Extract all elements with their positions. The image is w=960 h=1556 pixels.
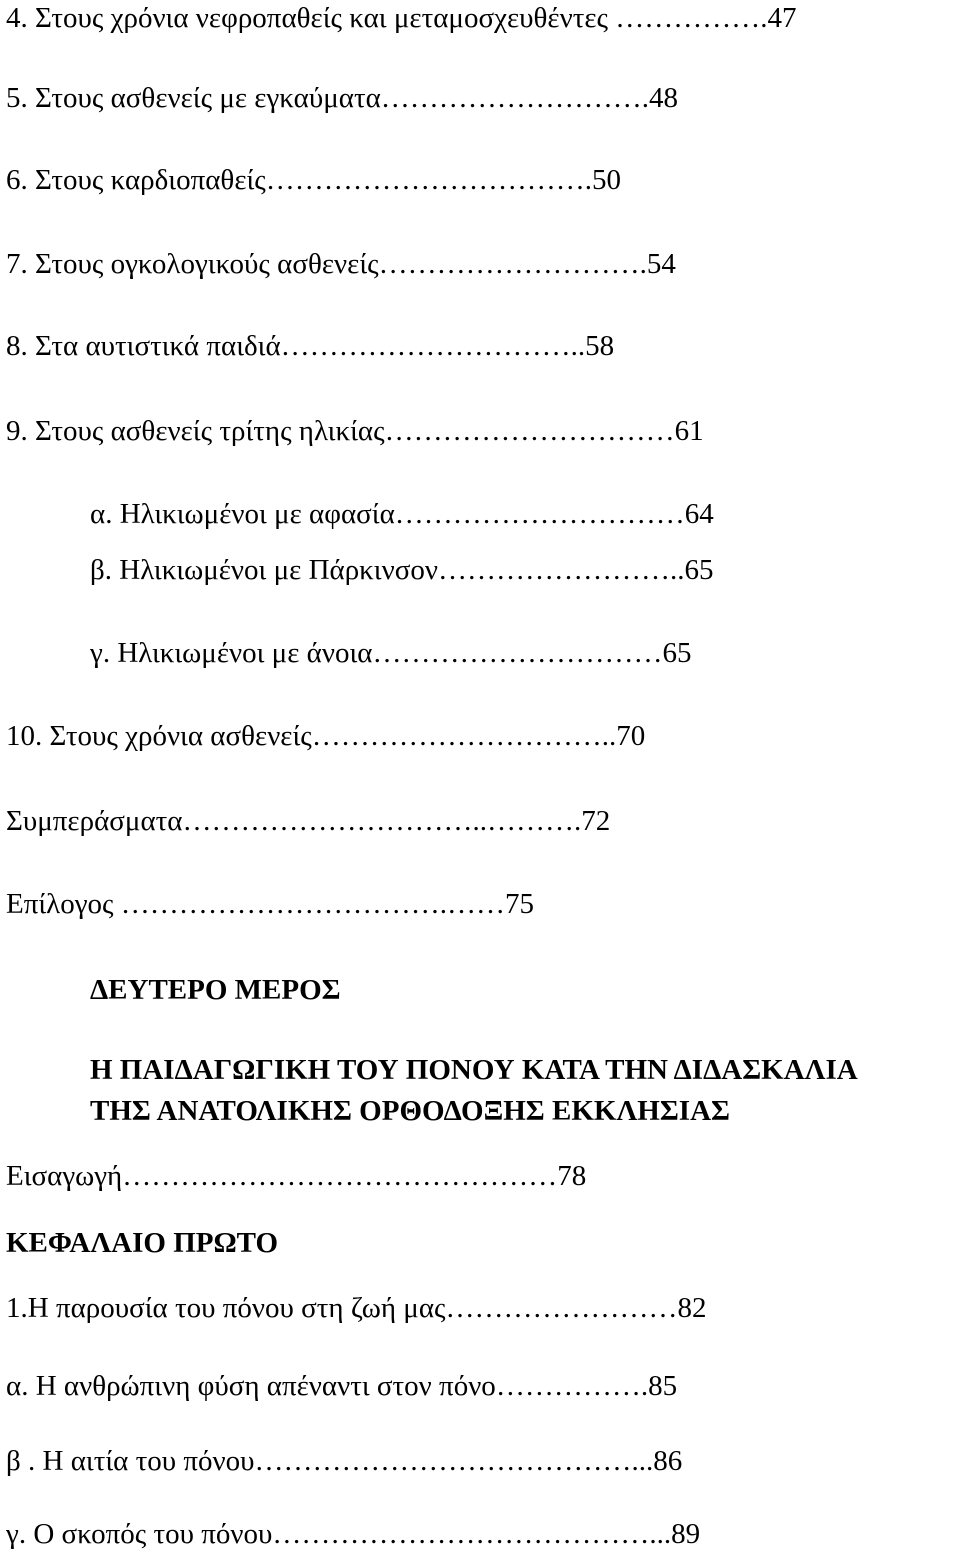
toc-entry-text: 7. Στους ογκολογικούς ασθενείς: [6, 248, 379, 280]
toc-entry: [6, 718, 645, 754]
toc-entry-dots: ……………: [495, 1370, 641, 1402]
toc-entry-page: 65: [662, 637, 692, 669]
part-subtitle-line2: ΤΗΣ ΑΝΑΤΟΛΙΚΗΣ ΟΡΘΟΔΟΞΗΣ ΕΚΚΛΗΣΙΑΣ: [90, 1095, 730, 1127]
toc-entry-page: .54: [639, 248, 676, 280]
toc-entry-dots: ……………………: [437, 554, 670, 586]
toc-entry-page: 78: [557, 1160, 587, 1192]
toc-entry-text: Επίλογος: [6, 888, 114, 920]
toc-entry: [6, 1443, 682, 1479]
toc-entry-text: 10. Στους χρόνια ασθενείς: [6, 720, 312, 752]
toc-entry-dots: ……………………: [445, 1292, 678, 1324]
toc-entry-dots: …………………………………: [272, 1518, 650, 1550]
toc-entry-dots: ………………………: [380, 82, 642, 114]
chapter-title: ΚΕΦΑΛΑΙΟ ΠΡΩΤΟ: [6, 1227, 279, 1259]
part-title: ΔΕΥΤΕΡΟ ΜΕΡΟΣ: [90, 974, 341, 1006]
toc-entry-text: γ. Ηλικιωμένοι με άνοια: [90, 637, 373, 669]
toc-entry-text: α. Ηλικιωμένοι με αφασία: [90, 498, 395, 530]
toc-entry: [6, 803, 610, 839]
toc-entry: [6, 1290, 707, 1326]
toc-entry-dots: ………………………………………: [122, 1160, 558, 1192]
part-subtitle-line1: Η ΠΑΙΔΑΓΩΓΙΚΗ ΤΟΥ ΠΟΝΟΥ ΚΑΤΑ ΤΗΝ ΔΙΔΑΣΚΑΛΙΑ: [90, 1054, 858, 1086]
toc-entry-text: β . Η αιτία του πόνου: [6, 1445, 255, 1477]
toc-entry-dots: …………………………: [280, 330, 571, 362]
toc-entry: [6, 886, 534, 922]
toc-entry-dots: ……………………………: [265, 164, 585, 196]
toc-entry-page: .50: [584, 164, 622, 196]
toc-entry-dots: …………………………………: [254, 1445, 632, 1477]
toc-entry: [6, 1368, 677, 1404]
toc-entry-page: ..65: [669, 554, 714, 586]
toc-entry-page: .47: [760, 2, 797, 34]
toc-entry-text: Συμπεράσματα: [6, 805, 183, 837]
toc-entry-dots: …………………………: [394, 498, 685, 530]
toc-entry-text: α. Η ανθρώπινη φύση απέναντι στον πόνο: [6, 1370, 496, 1402]
toc-entry: [6, 246, 676, 282]
toc-entry-dots: ………………………: [378, 248, 640, 280]
toc-subentry: [90, 552, 713, 588]
toc-entry-page: 64: [684, 498, 714, 530]
toc-entry-page: 82: [677, 1292, 707, 1324]
toc-entry: [6, 0, 797, 36]
toc-entry-intro: [6, 1158, 586, 1194]
toc-entry-page: ...86: [631, 1445, 683, 1477]
toc-entry-page: 61: [674, 415, 704, 447]
toc-entry-page: .48: [641, 82, 679, 114]
toc-entry: [6, 162, 621, 198]
toc-entry-text: γ. Ο σκοπός του πόνου: [6, 1518, 273, 1550]
toc-entry-dots: …………………………: [311, 720, 602, 752]
toc-entry-text: 8. Στα αυτιστικά παιδιά: [6, 330, 281, 362]
toc-entry-page: ..58: [570, 330, 615, 362]
toc-entry-page: ..70: [601, 720, 646, 752]
toc-entry: [6, 413, 704, 449]
toc-entry: [6, 328, 614, 364]
toc-entry: [6, 80, 678, 116]
toc-entry-dots: …………………………: [372, 637, 663, 669]
toc-entry-page: ...89: [649, 1518, 701, 1550]
toc-entry-dots: …………………………: [384, 415, 675, 447]
toc-entry-dots: …………………………….……: [113, 888, 506, 920]
toc-entry-dots: …………………………..………: [182, 805, 574, 837]
toc-entry-text: 1.Η παρουσία του πόνου στη ζωή μας: [6, 1292, 446, 1324]
toc-entry: [6, 1516, 700, 1552]
toc-entry-text: 6. Στους καρδιοπαθείς: [6, 164, 266, 196]
toc-entry-page: .72: [574, 805, 611, 837]
toc-entry-text: 9. Στους ασθενείς τρίτης ηλικίας: [6, 415, 385, 447]
toc-entry-text: Εισαγωγή: [6, 1160, 123, 1192]
toc-subentry: [90, 496, 714, 532]
toc-subentry: [90, 635, 691, 671]
toc-entry-dots: ……………: [608, 2, 761, 34]
toc-entry-text: 5. Στους ασθενείς με εγκαύματα: [6, 82, 381, 114]
toc-entry-text: 4. Στους χρόνια νεφροπαθείς και μεταμοσχευθέντες: [6, 2, 609, 34]
toc-entry-page: 75: [505, 888, 535, 920]
toc-entry-page: .85: [640, 1370, 678, 1402]
toc-entry-text: β. Ηλικιωμένοι με Πάρκινσον: [90, 554, 438, 586]
